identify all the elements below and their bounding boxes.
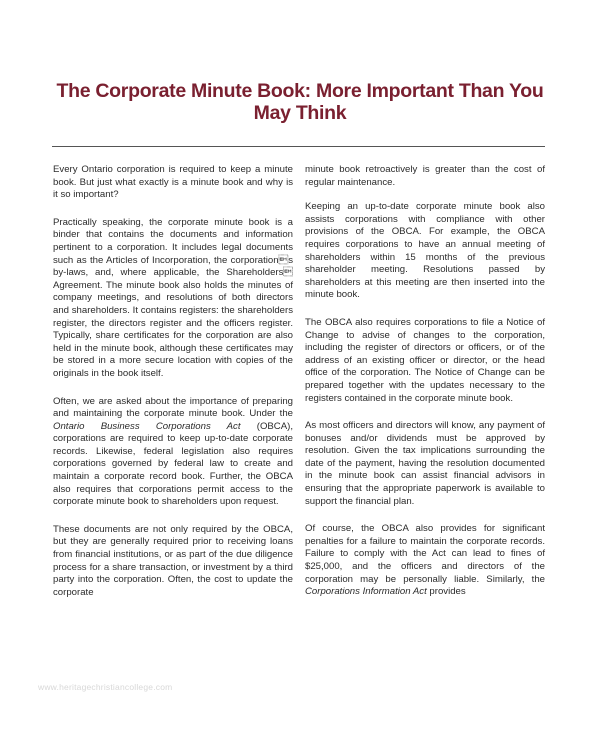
right-paragraph-1: minute book retroactively is greater than the cost of regular maintenance.: [305, 164, 545, 188]
left-column: [53, 164, 293, 599]
left-paragraph-1: Every Ontario corporation is required to keep a minute book. But just what exactly is a minute book and why is it so important?: [53, 164, 293, 201]
title-divider: [52, 146, 545, 147]
watermark: www.heritagechristiancollege.com: [38, 682, 173, 692]
act-name-italic: Ontario Business Corporations Act: [53, 420, 241, 432]
right-paragraph-2: Keeping an up-to-date corporate minute book also assists corporations with compliance with other provisions of the OBCA. For example, the OBCA requires corporations to have an annual meeting of shareholders within 15 months of the previous shareholder meeting. Resolutions passed by shareholders at this meeting are then inserted into the minute book.: [305, 201, 545, 301]
left-paragraph-2: Practically speaking, the corporate minute book is a binder that contains the documents and information pertinent to a corporation. It includes legal documents such as the Articles of Incorporation, the corporations by-laws, and, where applicable, the Shareholders Agreement. The minute book also holds the minutes of company meetings, and resolutions of both directors and shareholders. It contains registers: the shareholders register, the directors register and the officers register. Typically, share certificates for the corporation are also held in the minute book, although these certificates may be stored in a more secure location with copies of the originals in the book itself.: [53, 216, 293, 379]
document-title: The Corporate Minute Book: More Important Than You May Think: [56, 80, 544, 124]
left-paragraph-3-text-a: Often, we are asked about the importance of preparing and maintaining the corporate minute book. Under the: [53, 395, 293, 420]
left-paragraph-4: These documents are not only required by the OBCA, but they are generally required prior to receiving loans from financial institutions, or as part of the due diligence process for a share transaction, or investment by a third party into the corporation. Often, the cost to update the corporate: [53, 523, 293, 598]
left-paragraph-3: [53, 396, 293, 509]
act-name-italic-2: Corporations Information Act: [305, 586, 427, 598]
right-paragraph-3: The OBCA also requires corporations to file a Notice of Change to advise of changes to the corporation, including the register of directors or officers, or of the address of an existing officer or director, or the head office of the corporation. The Notice of Change can be prepared together with the updates necessary to the registers contained in the corporate minute book.: [305, 316, 545, 404]
right-paragraph-5-text-a: Of course, the OBCA also provides for significant penalties for a failure to maintain the corporate records. Failure to comply with the Act can lead to fines of $25,000, and the officers and directors of the corporation may be personally liable. Similarly, the: [305, 523, 545, 585]
left-paragraph-3-text-b: (OBCA), corporations are required to keep up-to-date corporate records. Likewise, federal legislation also requires corporations governed by federal law to create and maintain a corporate record book. Further, the OBCA also requires that corporations permit access to the corporate minute book to shareholders upon request.: [53, 420, 293, 508]
right-paragraph-5-text-b: provides: [426, 586, 466, 598]
right-paragraph-5: [305, 523, 545, 599]
right-column: [305, 164, 545, 599]
right-paragraph-4: As most officers and directors will know, any payment of bonuses and/or dividends must be approved by resolution. Given the tax implications surrounding the date of the payment, having the resolution documented in the minute book can assist financial advisors in ensuring that the appropriate paperwork is available to support the financial plan.: [305, 420, 545, 507]
